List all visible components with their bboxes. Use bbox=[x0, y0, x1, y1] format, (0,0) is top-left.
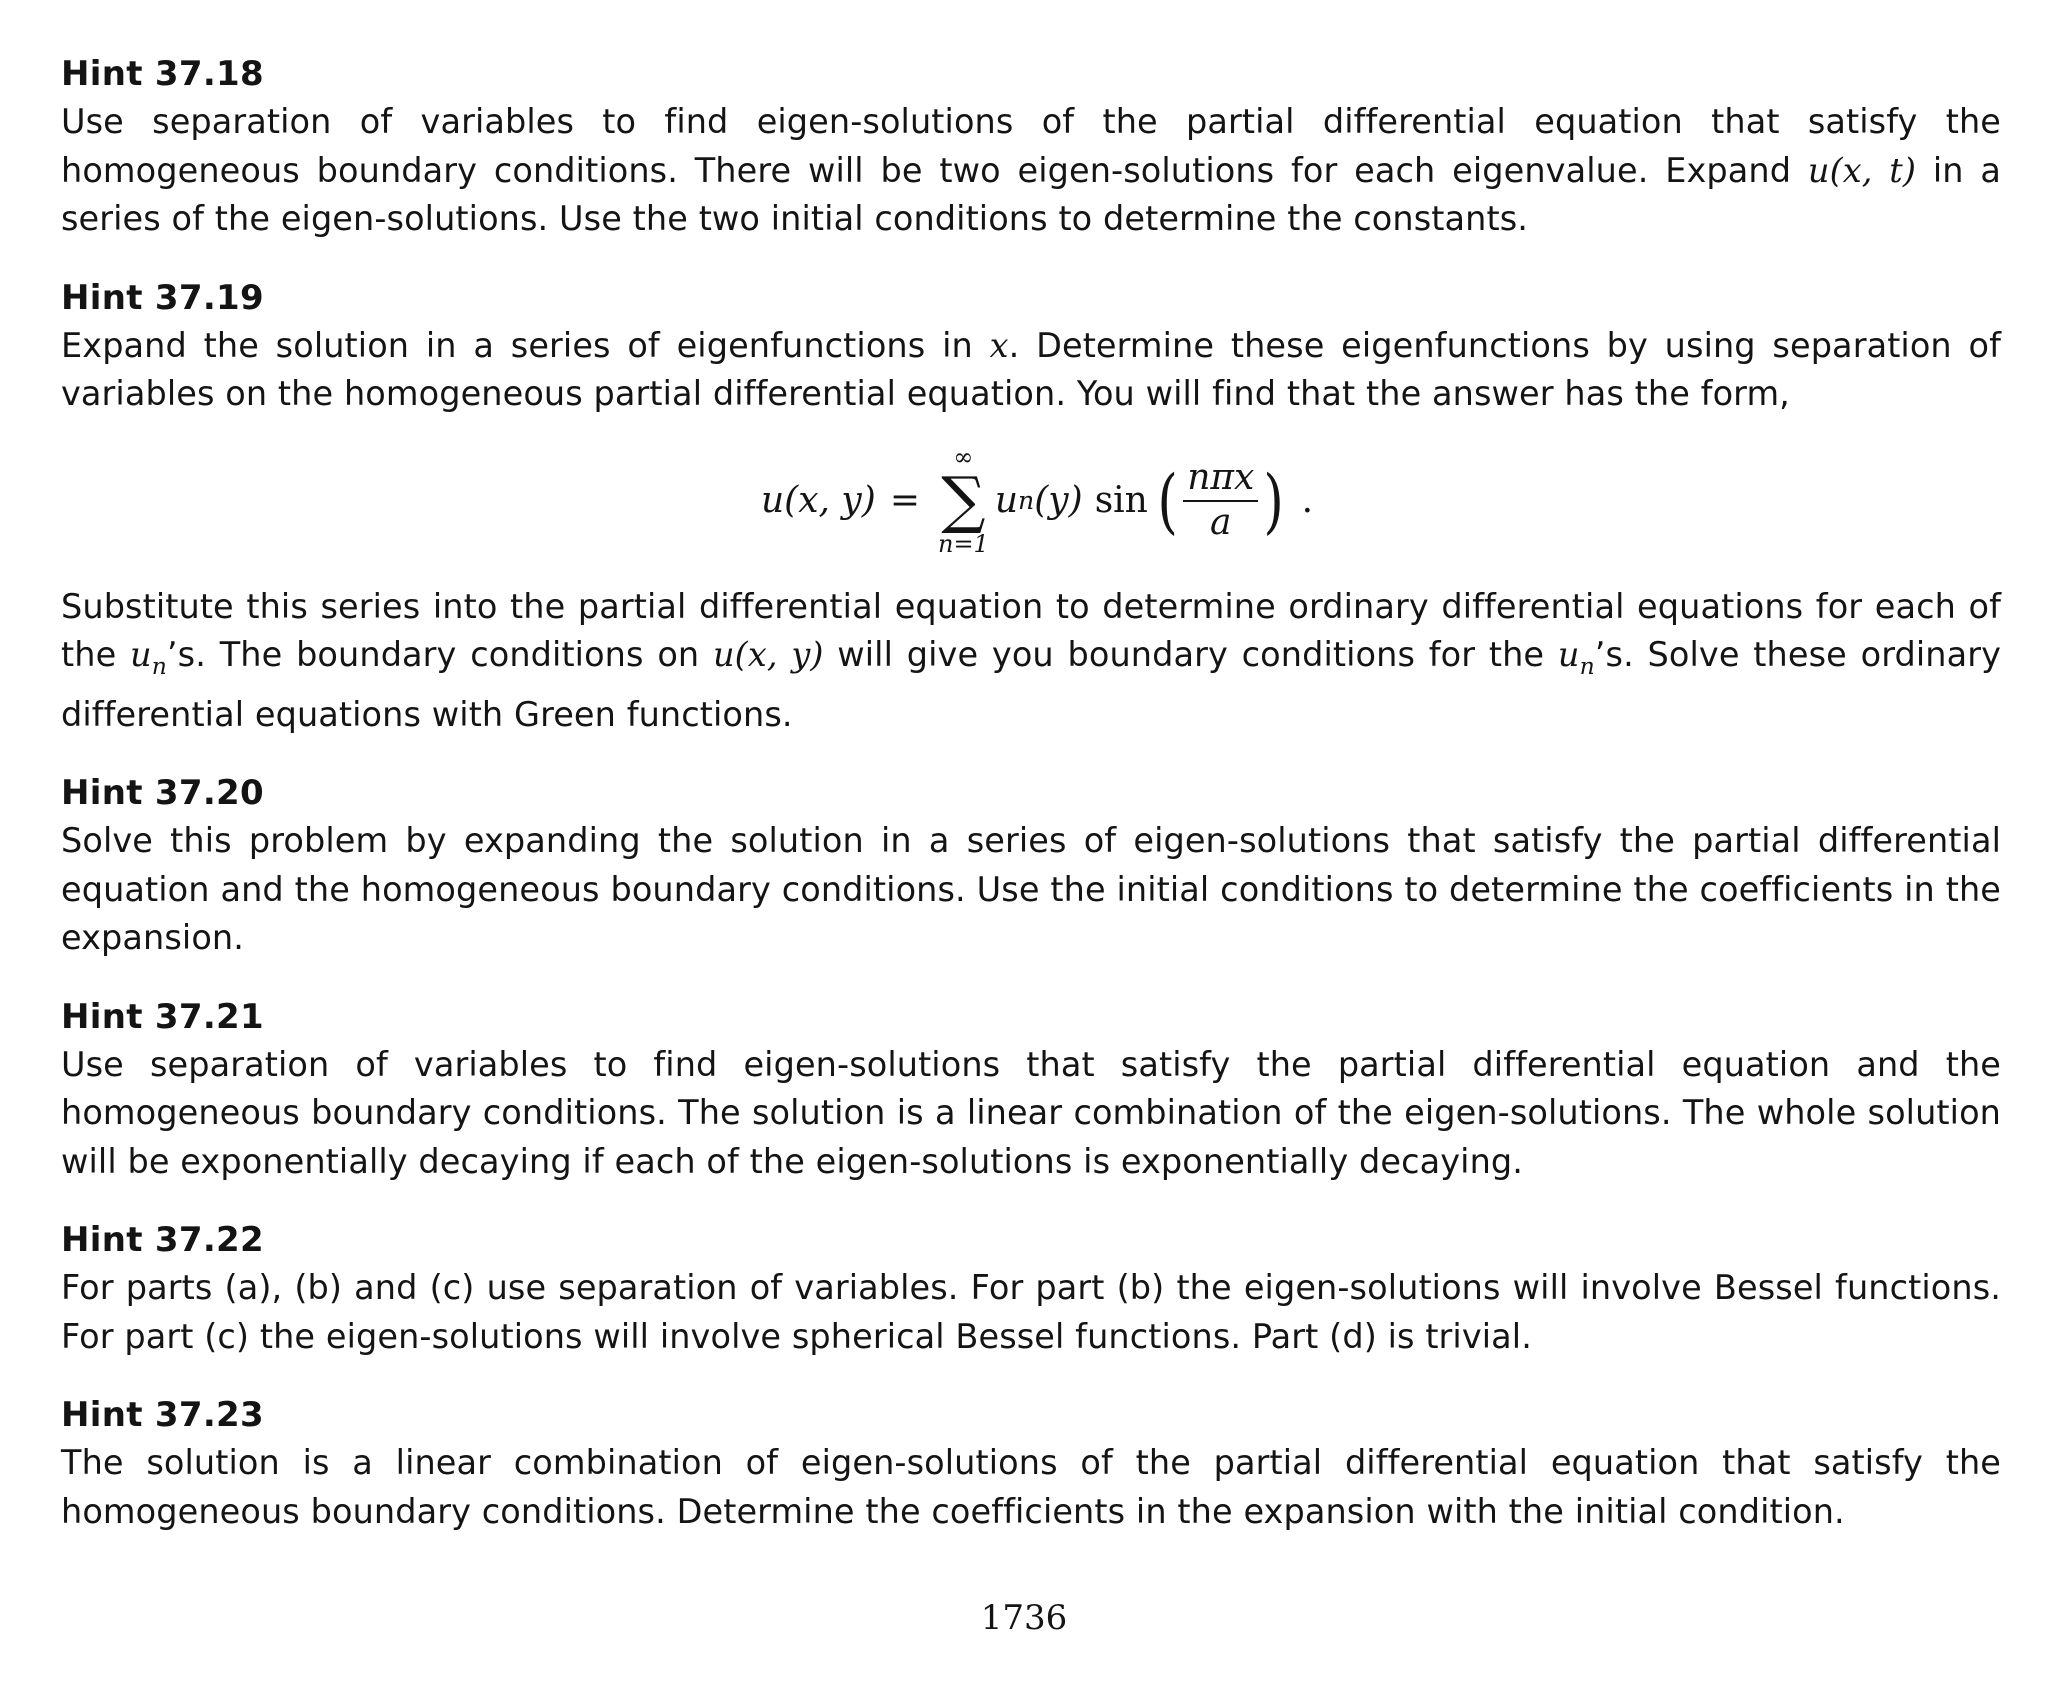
hint-title: Hint 37.21 bbox=[61, 996, 264, 1037]
hint-text: Substitute this series into the partial differential equation to determine ordinary differential equations for each of the bbox=[61, 586, 2001, 674]
hint-title: Hint 37.18 bbox=[61, 54, 264, 94]
paren-close: ) bbox=[1263, 459, 1285, 542]
hint-text: ’s. The boundary conditions on bbox=[166, 635, 713, 674]
sin-function: sin bbox=[1094, 480, 1148, 521]
hint-text: in a series of the eigen-solutions. Use the two initial conditions to determine the constants. bbox=[61, 150, 2002, 238]
term-u: u bbox=[994, 480, 1019, 521]
hint-body bbox=[61, 322, 2001, 419]
equals-sign: = bbox=[889, 480, 920, 521]
summation bbox=[938, 444, 989, 558]
math-subscript: n bbox=[151, 652, 167, 681]
hint-body: Use separation of variables to find eigen-solutions that satisfy the partial differential equation and the homogeneous boundary conditions. The solution is a linear combination of the eigen-solutions. The whole solution will be exponentially decaying if each of the eigen-solutions is exponentially decaying. bbox=[61, 1044, 2001, 1181]
math-subscript: n bbox=[1579, 652, 1595, 681]
document-page bbox=[61, 50, 2001, 1536]
fraction-numerator: nπx bbox=[1183, 458, 1258, 502]
display-equation bbox=[61, 419, 2001, 583]
hint-37-22 bbox=[61, 1216, 2001, 1361]
math-inline: u bbox=[1557, 635, 1580, 674]
hint-37-21 bbox=[61, 993, 2001, 1187]
hint-body-continued bbox=[61, 583, 2001, 740]
hint-body: The solution is a linear combination of eigen-solutions of the partial differential equation that satisfy the homogeneous boundary conditions. Determine the coefficients in the expansion with the initial condition. bbox=[61, 1443, 2001, 1531]
hint-text: Use separation of variables to find eigen-solutions of the partial differential equation that satisfy the homogeneous boundary conditions. There will be two eigen-solutions for each eigenvalue. Expand bbox=[61, 102, 2001, 190]
fraction bbox=[1183, 458, 1258, 544]
hint-body: Solve this problem by expanding the solution in a series of eigen-solutions that satisfy the partial differential equation and the homogeneous boundary conditions. Use the initial conditions to determine the coefficients in the expansion. bbox=[61, 821, 2001, 958]
hint-37-19 bbox=[61, 274, 2001, 740]
math-inline: u bbox=[130, 635, 152, 674]
hint-title: Hint 37.22 bbox=[61, 1220, 264, 1261]
hint-body bbox=[61, 98, 2001, 244]
term-argument: (y) bbox=[1034, 480, 1083, 521]
hint-37-23 bbox=[61, 1391, 2001, 1536]
sum-lower-limit: n=1 bbox=[937, 529, 989, 558]
page-number: 1736 bbox=[980, 1598, 1068, 1638]
equation-period: . bbox=[1301, 480, 1314, 521]
hint-text: will give you boundary conditions for the bbox=[823, 635, 1558, 674]
math-inline: x bbox=[989, 325, 1009, 365]
fraction-denominator: a bbox=[1210, 501, 1232, 543]
math-inline: u(x, y) bbox=[713, 635, 824, 674]
term-subscript: n bbox=[1018, 486, 1035, 515]
sum-symbol: ∑ bbox=[941, 462, 986, 536]
hint-body: For parts (a), (b) and (c) use separation of variables. For part (b) the eigen-solutions will involve Bessel functions. For part (c) the eigen-solutions will involve spherical Bessel functions. Part (d) is trivial. bbox=[61, 1268, 2001, 1356]
hint-37-20 bbox=[61, 769, 2001, 963]
hint-title: Hint 37.23 bbox=[61, 1395, 264, 1436]
hint-text: ’s. Solve these ordinary differential equations with Green functions. bbox=[61, 635, 2002, 734]
math-inline: u(x, t) bbox=[1807, 150, 1917, 190]
sum-upper-limit: ∞ bbox=[953, 442, 974, 471]
hint-text: Expand the solution in a series of eigenfunctions in bbox=[61, 325, 990, 365]
hint-title: Hint 37.20 bbox=[61, 773, 264, 814]
hint-text: . Determine these eigenfunctions by using separation of variables on the homogeneous partial differential equation. You will find that the answer has the form, bbox=[61, 325, 2002, 413]
equation-lhs: u(x, y) bbox=[761, 480, 876, 521]
hint-37-18 bbox=[61, 50, 2001, 244]
hint-title: Hint 37.19 bbox=[61, 277, 264, 318]
paren-open: ( bbox=[1157, 459, 1178, 542]
